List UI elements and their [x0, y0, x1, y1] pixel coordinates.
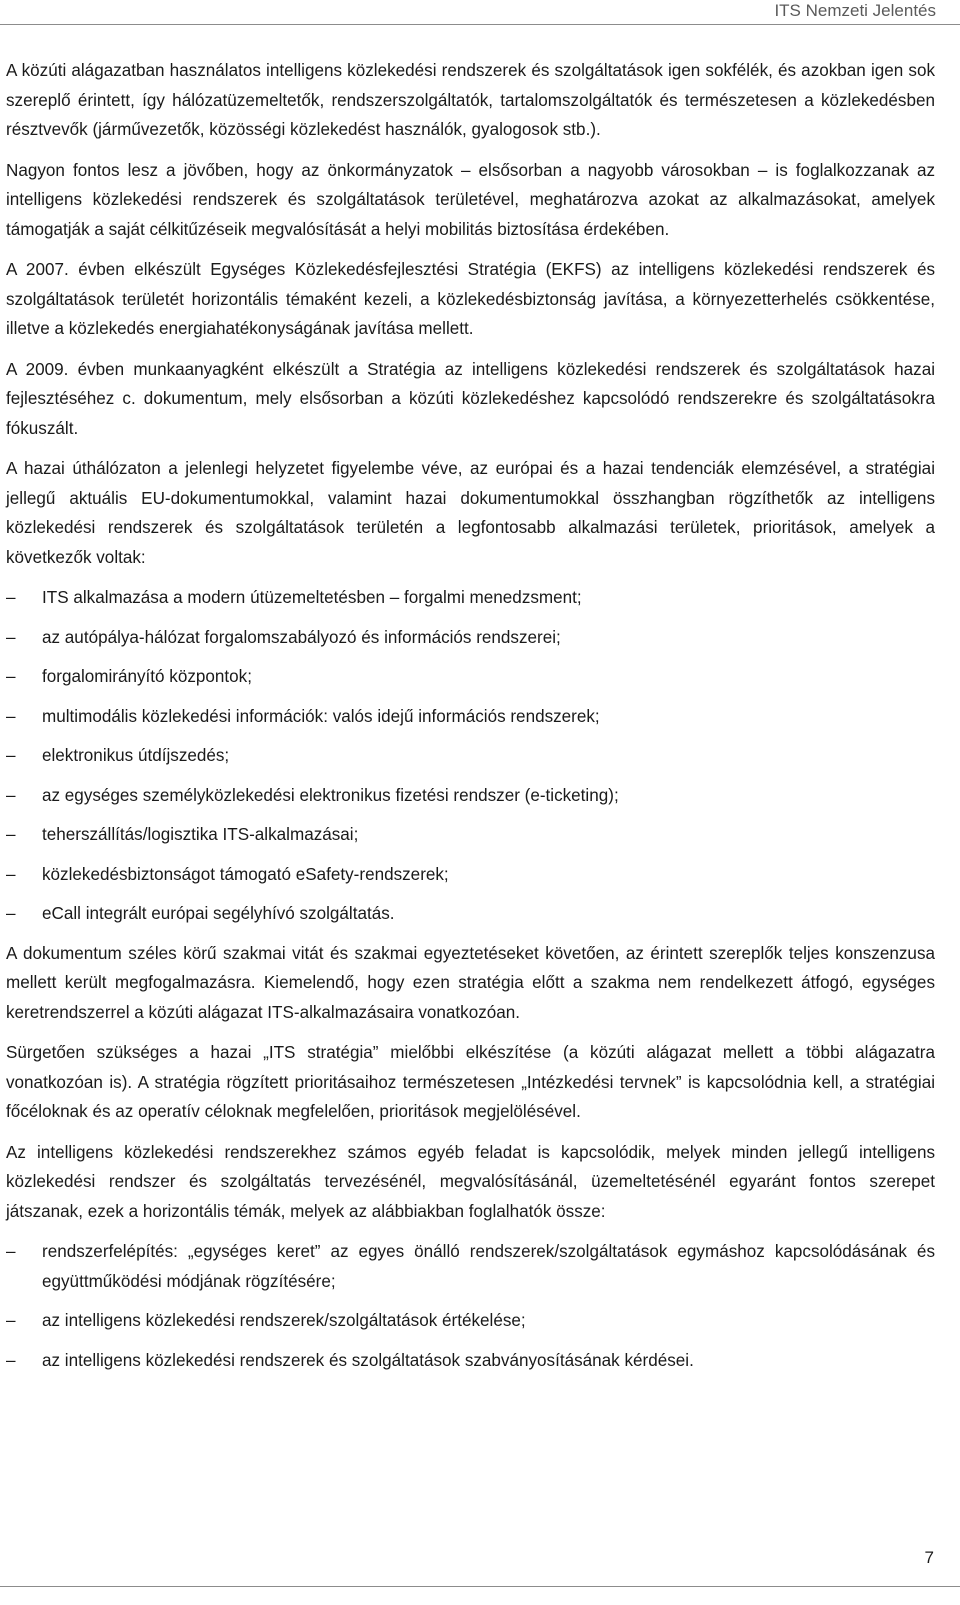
dash-bullet: –	[6, 706, 16, 726]
list-item: – az intelligens közlekedési rendszerek/szolgáltatások értékelése;	[6, 1306, 935, 1336]
paragraph-consensus: A dokumentum széles körű szakmai vitát és szakmai egyeztetéseket követően, az érintett szereplők teljes konszenzusa mellett került megfogalmazásra. Kiemelendő, hogy ezen stratégia előtt a szakma nem rendelkezett átfogó, egységes keretrendszerrel a közúti alágazat ITS-alkalmazásaira vonatkozóan.	[6, 943, 935, 1022]
dash-bullet: –	[6, 1350, 16, 1370]
list-item: – elektronikus útdíjszedés;	[6, 741, 935, 771]
list-item: – eCall integrált európai segélyhívó szolgáltatás.	[6, 899, 935, 929]
dash-bullet: –	[6, 588, 16, 607]
paragraph-horizontal-topics: Az intelligens közlekedési rendszerekhez számos egyéb feladat is kapcsolódik, melyek minden jellegű intelligens közlekedési rendszer és szolgáltatás tervezésénél, megvalósításánál, üzemeltetésénél egyaránt fontos szerepet játszanak, ezek a horizontális témák, melyek az alábbiakban foglalhatók össze:	[6, 1142, 935, 1221]
list-item: – az autópálya-hálózat forgalomszabályozó és információs rendszerei;	[6, 623, 935, 653]
list-item: – rendszerfelépítés: „egységes keret” az egyes önálló rendszerek/szolgáltatások egymáshoz kapcsolódásának és együttműködési módjának rögzítésére;	[6, 1237, 935, 1296]
dash-bullet: –	[6, 746, 16, 765]
paragraph-stakeholders: A közúti alágazatban használatos intelligens közlekedési rendszerek és szolgáltatások igen sokfélék, és azokban igen sok szereplő érintett, így hálózatüzemeltetők, rendszerszolgáltatók, tartalomszolgáltatók és természetesen a közlekedésben résztvevők (járművezetők, közösségi közlekedést használók, gyalogosok stb.).	[6, 61, 935, 139]
paragraph-strategy-2009: A 2009. évben munkaanyagként elkészült a Stratégia az intelligens közlekedési rendszerek és szolgáltatások hazai fejlesztéséhez c. dokumentum, mely elsősorban a közúti közlekedéshez kapcsolódó rendszerekre és szolgáltatásokra fókuszált.	[6, 359, 935, 438]
priority-list	[6, 583, 935, 929]
dash-bullet: –	[6, 1242, 16, 1261]
page-header	[0, 0, 960, 25]
dash-bullet: –	[6, 1311, 16, 1330]
list-item: – forgalomirányító központok;	[6, 662, 935, 692]
list-item: – multimodális közlekedési információk: valós idejű információs rendszerek;	[6, 702, 935, 732]
header-title: ITS Nemzeti Jelentés	[774, 1, 936, 20]
dash-bullet: –	[6, 864, 16, 884]
paragraph-application-areas: A hazai úthálózaton a jelenlegi helyzetet figyelembe véve, az európai és a hazai tendenciák elemzésével, a stratégiai jellegű aktuális EU-dokumentumokkal, valamint hazai dokumentumokkal összhangban rögzíthetők az intelligens közlekedési rendszerek és szolgáltatások területén a legfontosabb alkalmazási területek, prioritások, amelyek a következők voltak:	[6, 459, 935, 567]
dash-bullet: –	[6, 785, 16, 805]
list-item: – teherszállítás/logisztika ITS-alkalmazásai;	[6, 820, 935, 850]
dash-bullet: –	[6, 667, 16, 686]
list-item: – az egységes személyközlekedési elektronikus fizetési rendszer (e-ticketing);	[6, 781, 935, 811]
page-number: 7	[924, 1548, 934, 1567]
list-item: – az intelligens közlekedési rendszerek és szolgáltatások szabványosításának kérdései.	[6, 1346, 935, 1376]
horizontal-topics-list	[6, 1237, 935, 1375]
paragraph-municipalities: Nagyon fontos lesz a jövőben, hogy az önkormányzatok – elsősorban a nagyobb városokban – is foglalkozzanak az intelligens közlekedési rendszerek és szolgáltatások területével, meghatározva azokat az alkalmazásokat, amelyek támogatják a saját célkitűzéseik megvalósítását a helyi mobilitás biztosítása érdekében.	[6, 160, 935, 239]
paragraph-its-strategy: Sürgetően szükséges a hazai „ITS stratégia” mielőbbi elkészítése (a közúti alágazat mellett a többi alágazatra vonatkozóan is). A stratégia rögzített prioritásaihoz természetesen „Intézkedési tervnek” is kapcsolódnia kell, a stratégiai főcéloknak és az operatív céloknak megfelelően, prioritások megjelölésével.	[6, 1043, 935, 1121]
paragraph-ekfs-2007: A 2007. évben elkészült Egységes Közlekedésfejlesztési Stratégia (EKFS) az intelligens közlekedési rendszerek és szolgáltatások területét horizontális témaként kezeli, a közlekedésbiztonság javítása, a környezetterhelés csökkentése, illetve a közlekedés energiahatékonyságának javítása mellett.	[6, 260, 935, 338]
list-item: – ITS alkalmazása a modern útüzemeltetésben – forgalmi menedzsment;	[6, 583, 935, 613]
footer-divider	[0, 1586, 960, 1587]
document-body	[6, 56, 935, 1385]
dash-bullet: –	[6, 904, 16, 923]
list-item: – közlekedésbiztonságot támogató eSafety-rendszerek;	[6, 860, 935, 890]
dash-bullet: –	[6, 627, 16, 647]
dash-bullet: –	[6, 825, 16, 844]
